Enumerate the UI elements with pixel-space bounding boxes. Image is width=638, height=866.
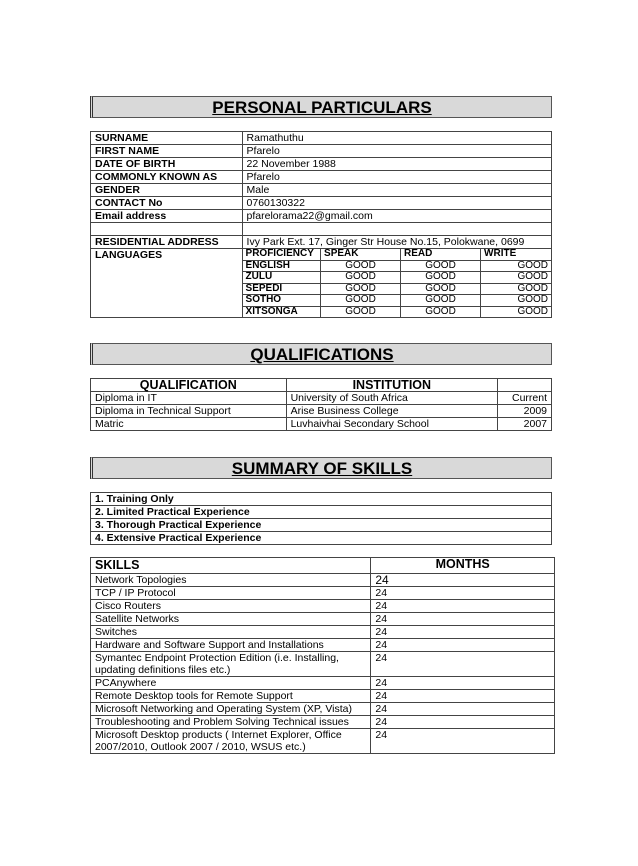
field-label: FIRST NAME: [91, 145, 243, 158]
skill-name: Remote Desktop tools for Remote Support: [91, 690, 371, 703]
language-write: GOOD: [481, 283, 551, 295]
qualification-row: [91, 392, 552, 405]
skills-header-row: [91, 558, 555, 574]
residential-label: RESIDENTIAL ADDRESS: [91, 236, 243, 249]
skill-months: 24: [371, 613, 555, 626]
skill-months: 24: [371, 729, 555, 754]
language-row: [243, 283, 551, 295]
skill-row: [91, 652, 555, 677]
skill-level: 2. Limited Practical Experience: [91, 506, 552, 519]
skill-row: [91, 587, 555, 600]
institution-name: Arise Business College: [286, 405, 497, 418]
skill-row: [91, 703, 555, 716]
language-write: GOOD: [481, 272, 551, 284]
field-label: CONTACT No: [91, 197, 243, 210]
field-label: COMMONLY KNOWN AS: [91, 171, 243, 184]
language-row: [243, 306, 551, 317]
field-value: Pfarelo: [242, 145, 551, 158]
language-write: GOOD: [481, 260, 551, 272]
language-read: GOOD: [401, 283, 481, 295]
skills-summary-title: SUMMARY OF SKILLS: [231, 459, 413, 478]
language-column-header: READ: [401, 249, 481, 260]
skill-level: 3. Thorough Practical Experience: [91, 519, 552, 532]
field-label: DATE OF BIRTH: [91, 158, 243, 171]
skill-row: [91, 677, 555, 690]
language-column-header: SPEAK: [321, 249, 401, 260]
skill-row: [91, 574, 555, 587]
skill-level-row: [91, 493, 552, 506]
language-speak: GOOD: [321, 306, 401, 317]
language-speak: GOOD: [321, 260, 401, 272]
institution-name: Luvhaivhai Secondary School: [286, 418, 497, 431]
skill-row: [91, 613, 555, 626]
language-row: [243, 295, 551, 307]
skill-row: [91, 729, 555, 754]
language-row: [243, 272, 551, 284]
year-column-header: [498, 379, 552, 392]
skill-name: Microsoft Networking and Operating System (XP, Vista): [91, 703, 371, 716]
spacer-row: [91, 223, 552, 236]
skill-name: Switches: [91, 626, 371, 639]
qualifications-table: [90, 378, 552, 431]
skill-months: 24: [371, 716, 555, 729]
institution-name: University of South Africa: [286, 392, 497, 405]
language-name: ZULU: [243, 272, 321, 284]
skill-name: Network Topologies: [91, 574, 371, 587]
personal-row: [91, 145, 552, 158]
qualifications-header: [90, 343, 552, 365]
language-read: GOOD: [401, 306, 481, 317]
field-value: 0760130322: [242, 197, 551, 210]
personal-row: [91, 171, 552, 184]
skill-row: [91, 600, 555, 613]
language-name: ENGLISH: [243, 260, 321, 272]
languages-header-row: [243, 249, 551, 260]
languages-label: LANGUAGES: [91, 249, 243, 318]
skill-level: 4. Extensive Practical Experience: [91, 532, 552, 545]
skill-name: PCAnywhere: [91, 677, 371, 690]
skill-months: 24: [371, 677, 555, 690]
skill-months: 24: [371, 690, 555, 703]
language-read: GOOD: [401, 295, 481, 307]
skill-level-row: [91, 506, 552, 519]
skill-name: Troubleshooting and Problem Solving Technical issues: [91, 716, 371, 729]
language-speak: GOOD: [321, 295, 401, 307]
personal-row: [91, 197, 552, 210]
months-column-header: MONTHS: [371, 558, 555, 574]
qualifications-header-row: [91, 379, 552, 392]
languages-table: [243, 249, 551, 317]
skill-name: Satellite Networks: [91, 613, 371, 626]
skill-row: [91, 716, 555, 729]
qualification-row: [91, 405, 552, 418]
qualification-name: Matric: [91, 418, 287, 431]
personal-particulars-header: [90, 96, 552, 118]
language-read: GOOD: [401, 272, 481, 284]
skill-level-row: [91, 532, 552, 545]
skill-row: [91, 690, 555, 703]
skill-levels-table: [90, 492, 552, 545]
languages-row: [91, 249, 552, 318]
language-read: GOOD: [401, 260, 481, 272]
qualifications-title: QUALIFICATIONS: [250, 345, 394, 364]
qualification-year: Current: [498, 392, 552, 405]
field-label: SURNAME: [91, 132, 243, 145]
qualification-year: 2007: [498, 418, 552, 431]
language-write: GOOD: [517, 305, 548, 317]
skill-months: 24: [371, 639, 555, 652]
field-value: Ramathuthu: [242, 132, 551, 145]
language-name: XITSONGA: [243, 306, 321, 317]
skills-table: [90, 557, 555, 754]
skill-months: 24: [371, 703, 555, 716]
skills-summary-header: [90, 457, 552, 479]
qualification-year: 2009: [498, 405, 552, 418]
skill-row: [91, 626, 555, 639]
qualification-name: Diploma in Technical Support: [91, 405, 287, 418]
personal-row: [91, 132, 552, 145]
field-value: Male: [242, 184, 551, 197]
language-column-header: WRITE: [481, 249, 551, 260]
skill-row: [91, 639, 555, 652]
personal-row: [91, 210, 552, 223]
institution-column-header: INSTITUTION: [286, 379, 497, 392]
skill-name: TCP / IP Protocol: [91, 587, 371, 600]
personal-particulars-title: PERSONAL PARTICULARS: [212, 98, 432, 117]
personal-row: [91, 158, 552, 171]
residential-row: [91, 236, 552, 249]
field-label: GENDER: [91, 184, 243, 197]
qualification-name: Diploma in IT: [91, 392, 287, 405]
field-value: 22 November 1988: [242, 158, 551, 171]
language-name: SOTHO: [243, 295, 321, 307]
skill-months: 24: [371, 587, 555, 600]
skill-months: 24: [371, 626, 555, 639]
skill-name: Microsoft Desktop products ( Internet Explorer, Office 2007/2010, Outlook 2007 / 2010, WSUS etc.): [91, 729, 371, 754]
skill-name: Symantec Endpoint Protection Edition (i.e. Installing, updating definitions files etc.): [91, 652, 371, 677]
skill-name: Cisco Routers: [91, 600, 371, 613]
language-speak: GOOD: [321, 272, 401, 284]
language-column-header: PROFICIENCY: [243, 249, 321, 260]
language-name: SEPEDI: [243, 283, 321, 295]
skill-months: 24: [371, 652, 555, 677]
field-label: Email address: [91, 210, 243, 223]
language-row: [243, 260, 551, 272]
residential-value: Ivy Park Ext. 17, Ginger Str House No.15, Polokwane, 0699: [242, 236, 551, 249]
personal-row: [91, 184, 552, 197]
qualification-row: [91, 418, 552, 431]
field-value: Pfarelo: [242, 171, 551, 184]
skill-months: 24: [371, 574, 555, 587]
qualification-column-header: QUALIFICATION: [91, 379, 287, 392]
skill-level-row: [91, 519, 552, 532]
personal-table: [90, 131, 552, 318]
skills-column-header: SKILLS: [91, 558, 371, 574]
language-write: GOOD: [481, 295, 551, 307]
skill-name: Hardware and Software Support and Installations: [91, 639, 371, 652]
language-speak: GOOD: [321, 283, 401, 295]
skill-level: 1. Training Only: [91, 493, 552, 506]
skill-months: 24: [371, 600, 555, 613]
field-value: pfarelorama22@gmail.com: [242, 210, 551, 223]
